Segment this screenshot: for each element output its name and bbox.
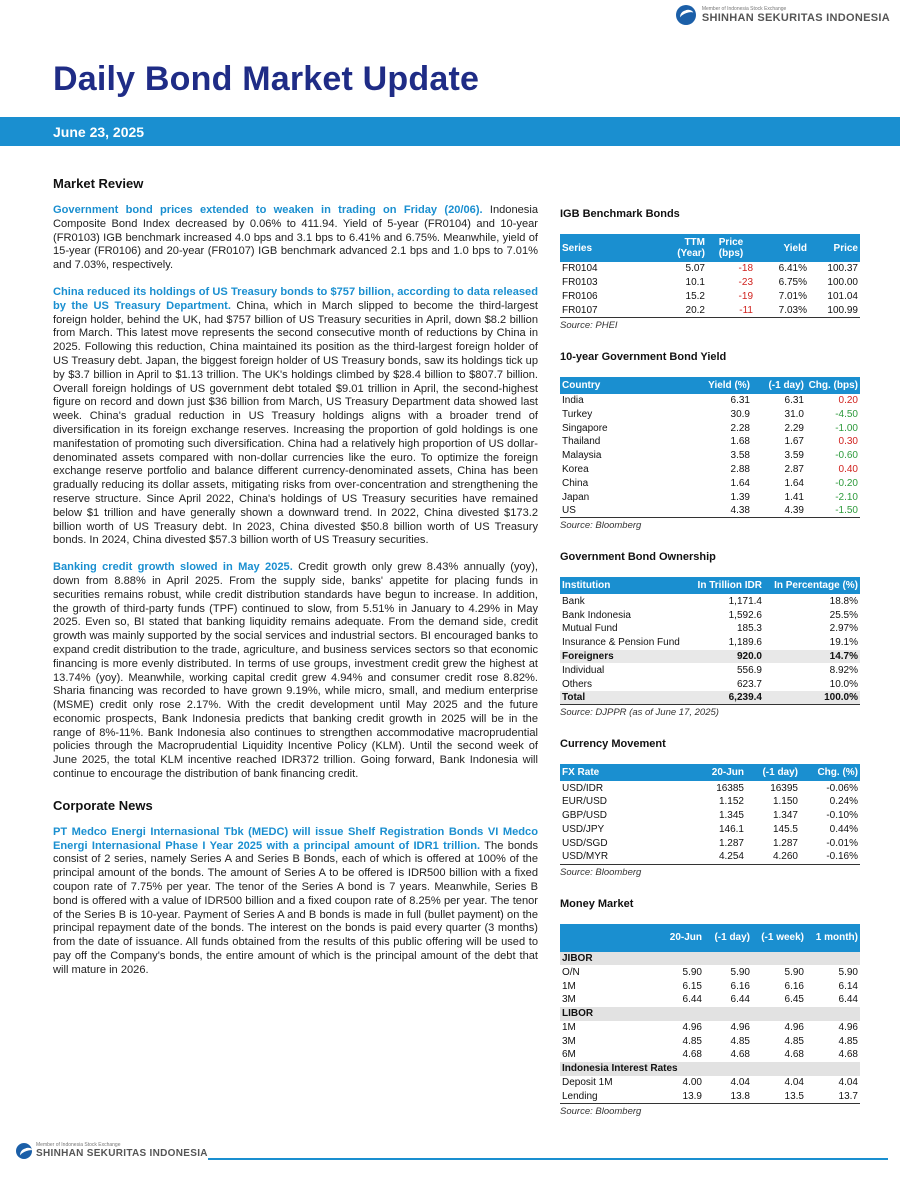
table-header: Institution (560, 577, 692, 594)
table-cell: USD/MYR (560, 850, 680, 864)
market-review-paragraph (53, 286, 538, 548)
table-cell: Turkey (562, 408, 593, 420)
ownership-table (560, 577, 860, 705)
table-cell: 1.67 (784, 436, 804, 448)
table-header: Price (bps) (707, 234, 755, 262)
table-cell: Mutual Fund (562, 623, 618, 635)
table-header: Country (560, 377, 680, 394)
table-row (560, 965, 860, 979)
table-cell: 30.9 (730, 408, 750, 420)
table-cell: -0.01% (826, 837, 858, 849)
table-cell: 1.150 (772, 796, 798, 808)
table-header: 1 month) (806, 924, 860, 952)
table-cell: 5.90 (838, 966, 858, 978)
table-cell: 6.41% (778, 263, 807, 275)
table-header: Yield (%) (680, 377, 752, 394)
table-row (560, 1034, 860, 1048)
table-cell: 556.9 (736, 664, 762, 676)
table-cell: 4.38 (680, 504, 752, 518)
table-cell: Bank Indonesia (562, 609, 631, 621)
market-review-paragraph (53, 204, 538, 273)
table-header: FX Rate (560, 764, 680, 781)
currency-block (560, 738, 860, 877)
table-cell: Total (560, 691, 692, 705)
paragraph-body: Credit growth only grew 8.43% annually (yoy), down from 8.88% in April 2025. From the supply side, banks' appetite for placing funds in securities remains robust, while credit distribution standards have begun to increase. In addition, the growth of third-party funds (TPF) continued to slow, from 5.51% in January to 4.29% in May 2025. Even so, BI stated that banking liquidity remains adequate. From the demand side, credit growth was mainly supported by the social services and industrial sectors. BI encouraged banks to expand credit distribution to the trade, agriculture, and business services sectors so that economic financing is more evenly distributed. In terms of use groups, investment credit grew the highest at 13.74% (yoy). Meanwhile, working capital credit grew 4.94% and consumer credit rose 8.82%. Sharia financing was recorded to have grown 9.19%, while micro, small, and medium enterprise (MSME) credit only rose 2.17%. With the credit development until May 2025 and the future economic prospects, Bank Indonesia predicts that banking credit growth in 2025 will be in the range of 8%-11%. Bank Indonesia also continues to strengthen accommodative macroprudential policies through the Macroprudential Liquidity Incentive Policy (KLM). Until the second week of June 2025, the total KLM incentive reached IDR372 trillion. Going forward, Bank Indonesia will continue to encourage the distribution of bank financing credit. (53, 561, 538, 781)
table-row (560, 394, 860, 408)
table-cell: 100.37 (827, 263, 858, 275)
table-row (560, 262, 860, 276)
paragraph-lead: Government bond prices extended to weaken in trading on Friday (20/06). (53, 204, 483, 216)
table-header: Chg. (%) (800, 764, 860, 781)
table-group-row (560, 1062, 860, 1076)
table-row (560, 608, 860, 622)
table-cell: 4.85 (730, 1035, 750, 1047)
table-cell: Individual (562, 664, 605, 676)
table-row (560, 1089, 860, 1103)
table-cell: Malaysia (562, 450, 602, 462)
table-cell: 2.87 (784, 464, 804, 476)
table-cell: 4.254 (680, 850, 746, 864)
table-source: Source: DJPPR (as of June 17, 2025) (560, 707, 719, 719)
paragraph-body: Indonesia Composite Bond Index decreased by 0.06% to 411.94. Yield of 5-year (FR0104) and 10-year (FR0103) IGB benchmark increased 4.0 bps and 3.1 bps to 6.41% and 6.75%. Meanwhile, yield of 15-year (FR0106) and 20-year (FR0107) IGB benchmark advanced 2.1 bps and 1.0 bps to 7.01% and 7.03%, respectively. (53, 204, 538, 272)
table-cell: 3.59 (784, 450, 804, 462)
table-row (560, 622, 860, 636)
table-cell: 6.14 (838, 980, 858, 992)
table-cell: 4.96 (838, 1021, 858, 1033)
shinhan-logo-icon (16, 1143, 32, 1159)
table-header: (-1 day) (704, 924, 752, 952)
table-cell: 25.5% (829, 609, 858, 621)
brand-subtitle: Member of Indonesia Stock Exchange (701, 6, 787, 12)
table-cell: Singapore (562, 422, 608, 434)
money-table-title: Money Market (560, 897, 634, 910)
table-cell: 4.00 (682, 1077, 702, 1089)
table-row (560, 993, 860, 1007)
table-cell: 2.88 (730, 464, 750, 476)
table-cell: 4.04 (784, 1077, 804, 1089)
table-cell: -0.06% (826, 782, 858, 794)
table-cell: 100.99 (809, 303, 860, 317)
table-cell: 3.58 (730, 450, 750, 462)
brand-name: SHINHAN SEKURITAS INDONESIA (701, 12, 890, 24)
table-cell: 145.5 (772, 824, 798, 836)
corporate-news-heading: Corporate News (53, 797, 153, 813)
table-cell: 0.44% (829, 824, 858, 836)
table-cell: 19.1% (829, 637, 858, 649)
table-row (560, 795, 860, 809)
paragraph-body: The bonds consist of 2 series, namely Series A and Series B Bonds, each of which is offered at 100% of the principal amount of the bonds. The amount of Series A to be offered is IDR500 billion with a fixed coupon rate of 7.75% per year. The tenor of the Series A bond is 7 years. Meanwhile, Series B bond is offered with a value of IDR500 billion and a fixed coupon rate of 8.25% per year. The tenor of the Series B is 10-year. Payment of Series A and B bonds is made in full (bullet payment) on the principal repayment date of the bonds. The interest on the bonds is paid every quarter (3 months) from the date of issuance. All funds obtained from the results of this public offering will be used to pay off the Company's bonds, the entire amount of which is the principal amount of the debt that will mature in 2026. (53, 839, 538, 976)
table-cell: 7.03% (755, 303, 809, 317)
table-row (560, 691, 860, 705)
table-cell: 185.3 (736, 623, 762, 635)
market-review-paragraph (53, 561, 538, 782)
table-row (560, 421, 860, 435)
table-group-row (560, 952, 860, 966)
table-cell: China (562, 477, 589, 489)
table-cell: 0.20 (838, 395, 858, 407)
money-market-block (560, 898, 860, 1117)
table-cell: 1.41 (784, 491, 804, 503)
table-cell: 4.68 (682, 1049, 702, 1061)
table-cell: 4.260 (746, 850, 800, 864)
table-cell: 4.68 (784, 1049, 804, 1061)
currency-table-title: Currency Movement (560, 738, 666, 751)
table-cell: 6.44 (838, 994, 858, 1006)
table-cell: -0.60 (835, 450, 858, 462)
table-row (560, 407, 860, 421)
table-cell: 5.90 (730, 966, 750, 978)
table-cell: GBP/USD (562, 810, 608, 822)
table-cell: USD/SGD (562, 837, 608, 849)
table-header: In Trillion IDR (692, 577, 764, 594)
table-row (560, 836, 860, 850)
table-cell: 1,189.6 (728, 637, 762, 649)
table-row (560, 663, 860, 677)
table-cell: 4.04 (730, 1077, 750, 1089)
table-cell: Foreigners (560, 650, 692, 664)
table-cell: 1.345 (718, 810, 744, 822)
table-cell: 14.7% (764, 650, 860, 664)
table-source: Source: Bloomberg (560, 866, 642, 878)
table-row (560, 504, 860, 518)
table-cell: USD/IDR (562, 782, 604, 794)
table-cell: 10.1 (685, 277, 705, 289)
table-cell: 2.28 (730, 422, 750, 434)
table-header: (-1 day) (752, 377, 806, 394)
table-row (560, 650, 860, 664)
table-row (560, 449, 860, 463)
table-cell: -0.16% (800, 850, 860, 864)
table-cell: -0.20 (835, 477, 858, 489)
report-date: June 23, 2025 (53, 124, 145, 140)
table-cell: 1,171.4 (728, 595, 762, 607)
table-cell: 8.92% (829, 664, 858, 676)
table-cell: 6M (562, 1049, 576, 1061)
paragraph-body: China, which in March slipped to become the third-largest foreign holder, behind the UK, had $757 billion of US Treasury securities in April, down $8.2 billion from March. This latest move represents the second consecutive month of reductions by China in 2025. Following this reduction, China maintained its position as the third-largest foreign holder of US Treasury debt. Japan, the biggest foreign holder of US Treasury bonds, saw its holdings tick up by $3.7 billion in April to $1.13 trillion. The UK's holdings climbed by $28.4 billion to $807.7 billion. Overall foreign holdings of US government debt totaled $9.01 trillion in April, the second-highest figure on record and down just $36 billion from March, US Treasury Department data showed last week. China's gradual reduction in US Treasury holdings aligns with a broader trend of diversification in its foreign exchange reserves. Increasing the proportion of gold holdings is one manifestation of promoting such diversification. China had a relatively high proportion of US dollar-denominated assets compared with non-dollar currencies like the euro. To optimize the foreign exchange reserve portfolio and balance different currency-denominated assets, China has been gradually reducing its dollar assets, mitigating risks from over-concentration and strengthening the reserve structure. Since April 2022, China's holdings of US Treasury securities have remained below $1 trillion and have generally shown a downward trend. In 2022, China divested $173.2 billion worth of US Treasury debt. In 2023, China divested $50.8 billion worth of US Treasury bonds. In 2024, China divested $57.3 billion worth of US Treasury securities. (53, 299, 538, 547)
table-cell: FR0104 (562, 263, 598, 275)
table-row (560, 809, 860, 823)
table-cell: 5.90 (784, 966, 804, 978)
table-cell: 6.44 (682, 994, 702, 1006)
table-row (560, 781, 860, 795)
table-cell: 100.00 (827, 277, 858, 289)
table-cell: 1M (562, 1021, 576, 1033)
table-header: 20-Jun (653, 924, 704, 952)
footer-divider (208, 1158, 888, 1160)
table-cell: 1.347 (772, 810, 798, 822)
table-cell: USD/JPY (562, 824, 605, 836)
shinhan-logo-icon (676, 5, 696, 25)
table-cell: 0.40 (838, 464, 858, 476)
table-row (560, 463, 860, 477)
table-row (560, 276, 860, 290)
table-row (560, 823, 860, 837)
table-row (560, 636, 860, 650)
table-cell: 6.45 (784, 994, 804, 1006)
table-cell: 4.68 (730, 1049, 750, 1061)
table-cell: 20.2 (662, 303, 707, 317)
table-cell: 15.2 (685, 290, 705, 302)
table-cell: -1.50 (806, 504, 860, 518)
table-cell: 0.30 (838, 436, 858, 448)
igb-table (560, 234, 860, 318)
table-cell: Insurance & Pension Fund (562, 637, 680, 649)
table-cell: -0.10% (826, 810, 858, 822)
table-cell: Others (562, 678, 593, 690)
table-cell: 6.44 (730, 994, 750, 1006)
table-row (560, 979, 860, 993)
ownership-table-title: Government Bond Ownership (560, 551, 716, 564)
table-cell: Lending (560, 1089, 653, 1103)
table-header: Yield (755, 234, 809, 262)
group-label: LIBOR (560, 1007, 860, 1021)
table-header: 20-Jun (680, 764, 746, 781)
table-source: Source: Bloomberg (560, 520, 642, 532)
table-cell: EUR/USD (562, 796, 608, 808)
table-cell: FR0103 (562, 277, 598, 289)
table-cell: 1.64 (730, 477, 750, 489)
igb-table-title: IGB Benchmark Bonds (560, 208, 680, 220)
table-cell: 2.97% (829, 623, 858, 635)
right-column (560, 208, 860, 1117)
table-source: Source: PHEI (560, 319, 618, 331)
table-header: TTM (Year) (662, 234, 707, 262)
table-row (560, 490, 860, 504)
table-header: (-1 week) (752, 924, 806, 952)
table-cell: -23 (738, 277, 753, 289)
date-bar (0, 117, 900, 146)
table-cell: 18.8% (829, 595, 858, 607)
table-cell: 13.7 (806, 1089, 860, 1103)
table-row (560, 850, 860, 864)
brand-logo-top (676, 5, 890, 25)
table-cell: 6.31 (784, 395, 804, 407)
table-row (560, 1021, 860, 1035)
table-cell: 13.9 (653, 1089, 704, 1103)
brand-logo-bottom (16, 1142, 208, 1159)
table-cell: 101.04 (827, 290, 858, 302)
table-cell: 6,239.4 (692, 691, 764, 705)
table-cell: 4.85 (784, 1035, 804, 1047)
table-cell: 4.96 (784, 1021, 804, 1033)
table-cell: 6.15 (682, 980, 702, 992)
money-table (560, 924, 860, 1104)
table-cell: 0.24% (829, 796, 858, 808)
table-cell: 100.0% (764, 691, 860, 705)
table-cell: 4.04 (838, 1077, 858, 1089)
table-cell: O/N (562, 966, 580, 978)
table-header: (-1 day) (746, 764, 800, 781)
table-cell: 4.96 (730, 1021, 750, 1033)
table-cell: Bank (562, 595, 585, 607)
table-cell: 1.68 (730, 436, 750, 448)
table-row (560, 435, 860, 449)
table-cell: 1M (562, 980, 576, 992)
table-cell: -4.50 (835, 408, 858, 420)
table-cell: Korea (562, 464, 589, 476)
table-cell: -11 (707, 303, 755, 317)
table-cell: 1.39 (730, 491, 750, 503)
table-cell: FR0107 (560, 303, 662, 317)
table-cell: 1.287 (772, 837, 798, 849)
table-row (560, 290, 860, 304)
market-review-heading: Market Review (53, 176, 144, 191)
yield-table (560, 377, 860, 519)
brand-name: SHINHAN SEKURITAS INDONESIA (36, 1148, 208, 1159)
table-cell: 1.152 (718, 796, 744, 808)
table-cell: 1.64 (784, 477, 804, 489)
table-cell: 146.1 (718, 824, 744, 836)
table-cell: 1,592.6 (728, 609, 762, 621)
table-cell: 4.68 (838, 1049, 858, 1061)
table-cell: 4.85 (682, 1035, 702, 1047)
table-cell: 4.85 (838, 1035, 858, 1047)
table-cell: Deposit 1M (562, 1077, 613, 1089)
table-row (560, 1048, 860, 1062)
table-cell: 6.16 (730, 980, 750, 992)
table-header (560, 924, 653, 952)
paragraph-lead: Banking credit growth slowed in May 2025. (53, 561, 293, 574)
table-cell: 4.39 (752, 504, 806, 518)
table-cell: 6.16 (784, 980, 804, 992)
yield-table-title: 10-year Government Bond Yield (560, 350, 727, 363)
table-cell: 6.75% (778, 277, 807, 289)
table-cell: Japan (562, 491, 590, 503)
ownership-block (560, 551, 860, 718)
igb-benchmark-block (560, 208, 860, 331)
page-title: Daily Bond Market Update (53, 60, 480, 98)
table-cell: 5.90 (682, 966, 702, 978)
table-source: Source: Bloomberg (560, 1105, 642, 1117)
table-group-row (560, 1007, 860, 1021)
left-column (53, 176, 538, 991)
paragraph-lead: China reduced its holdings of US Treasury bonds to $757 billion, according to data released by the US Treasury Department. (53, 285, 538, 312)
table-cell: -2.10 (835, 491, 858, 503)
table-cell: 1.287 (718, 837, 744, 849)
table-row (560, 1076, 860, 1090)
table-cell: -1.00 (835, 422, 858, 434)
table-cell: 3M (562, 1035, 576, 1047)
group-label: JIBOR (560, 952, 860, 966)
brand-subtitle: Member of Indonesia Stock Exchange (36, 1142, 121, 1148)
yield-10y-block (560, 351, 860, 532)
table-cell: 2.29 (784, 422, 804, 434)
table-header: In Percentage (%) (764, 577, 860, 594)
table-cell: 13.5 (752, 1089, 806, 1103)
table-cell: Thailand (562, 436, 601, 448)
table-cell: 4.96 (682, 1021, 702, 1033)
table-cell: 7.01% (778, 290, 807, 302)
table-cell: 16395 (770, 782, 798, 794)
corporate-news-paragraph (53, 826, 538, 978)
table-row (560, 594, 860, 608)
table-row (560, 303, 860, 317)
table-cell: 920.0 (692, 650, 764, 664)
table-header: Series (560, 234, 662, 262)
table-cell: 623.7 (736, 678, 762, 690)
paragraph-lead: PT Medco Energi Internasional Tbk (MEDC) will issue Shelf Registration Bonds VI Medco Energi Internasional Phase I Year 2025 with a principal amount of IDR1 trillion. (53, 825, 538, 852)
table-cell: 13.8 (704, 1089, 752, 1103)
table-row (560, 677, 860, 691)
table-cell: 10.0% (829, 678, 858, 690)
table-cell: 16385 (716, 782, 744, 794)
table-cell: India (562, 395, 584, 407)
table-cell: -19 (738, 290, 753, 302)
table-cell: FR0106 (562, 290, 598, 302)
table-cell: 31.0 (784, 408, 804, 420)
table-cell: -18 (738, 263, 753, 275)
group-label: Indonesia Interest Rates (560, 1062, 860, 1076)
currency-table (560, 764, 860, 864)
table-header: Chg. (bps) (806, 377, 860, 394)
table-cell: 3M (562, 994, 576, 1006)
table-row (560, 476, 860, 490)
table-header: Price (809, 234, 860, 262)
table-cell: US (560, 504, 680, 518)
table-cell: 6.31 (730, 395, 750, 407)
table-cell: 5.07 (685, 263, 705, 275)
